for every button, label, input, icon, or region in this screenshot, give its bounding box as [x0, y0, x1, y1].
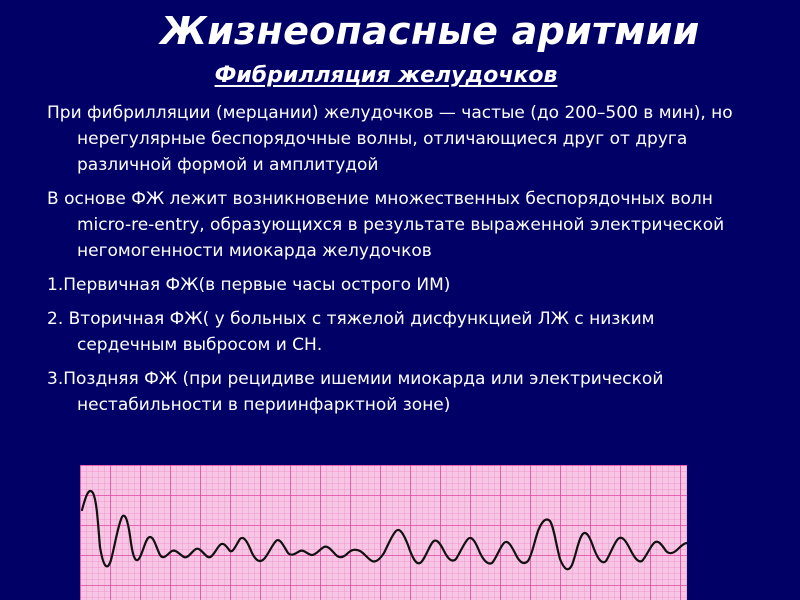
paragraph-primary-vf: 1.Первичная ФЖ(в первые часы острого ИМ)	[47, 275, 451, 295]
slide-subtitle: Фибрилляция желудочков	[214, 63, 558, 88]
paragraph-secondary-vf: 2. Вторичная ФЖ( у больных с тяжелой дисфункцией ЛЖ с низким сердечным выбросом и СН.	[47, 309, 655, 355]
paragraph-late-vf: 3.Поздняя ФЖ (при рецидиве ишемии миокарда или электрической нестабильности в периинфарктной зоне)	[47, 369, 664, 415]
paragraph-definition: При фибрилляции (мерцании) желудочков — частые (до 200–500 в мин), но нерегулярные беспорядочные волны, отличающиеся друг от друга различной формой и амплитудой	[47, 103, 733, 175]
slide-title: Жизнеопасные аритмии	[160, 9, 700, 53]
ecg-strip-image	[80, 465, 687, 600]
paragraph-mechanism: В основе ФЖ лежит возникновение множественных беспорядочных волн micro-re-entry, образующихся в результате выраженной электрической негомогенности миокарда желудочков	[47, 189, 725, 261]
ecg-grid	[80, 465, 687, 600]
slide-body	[47, 100, 759, 426]
